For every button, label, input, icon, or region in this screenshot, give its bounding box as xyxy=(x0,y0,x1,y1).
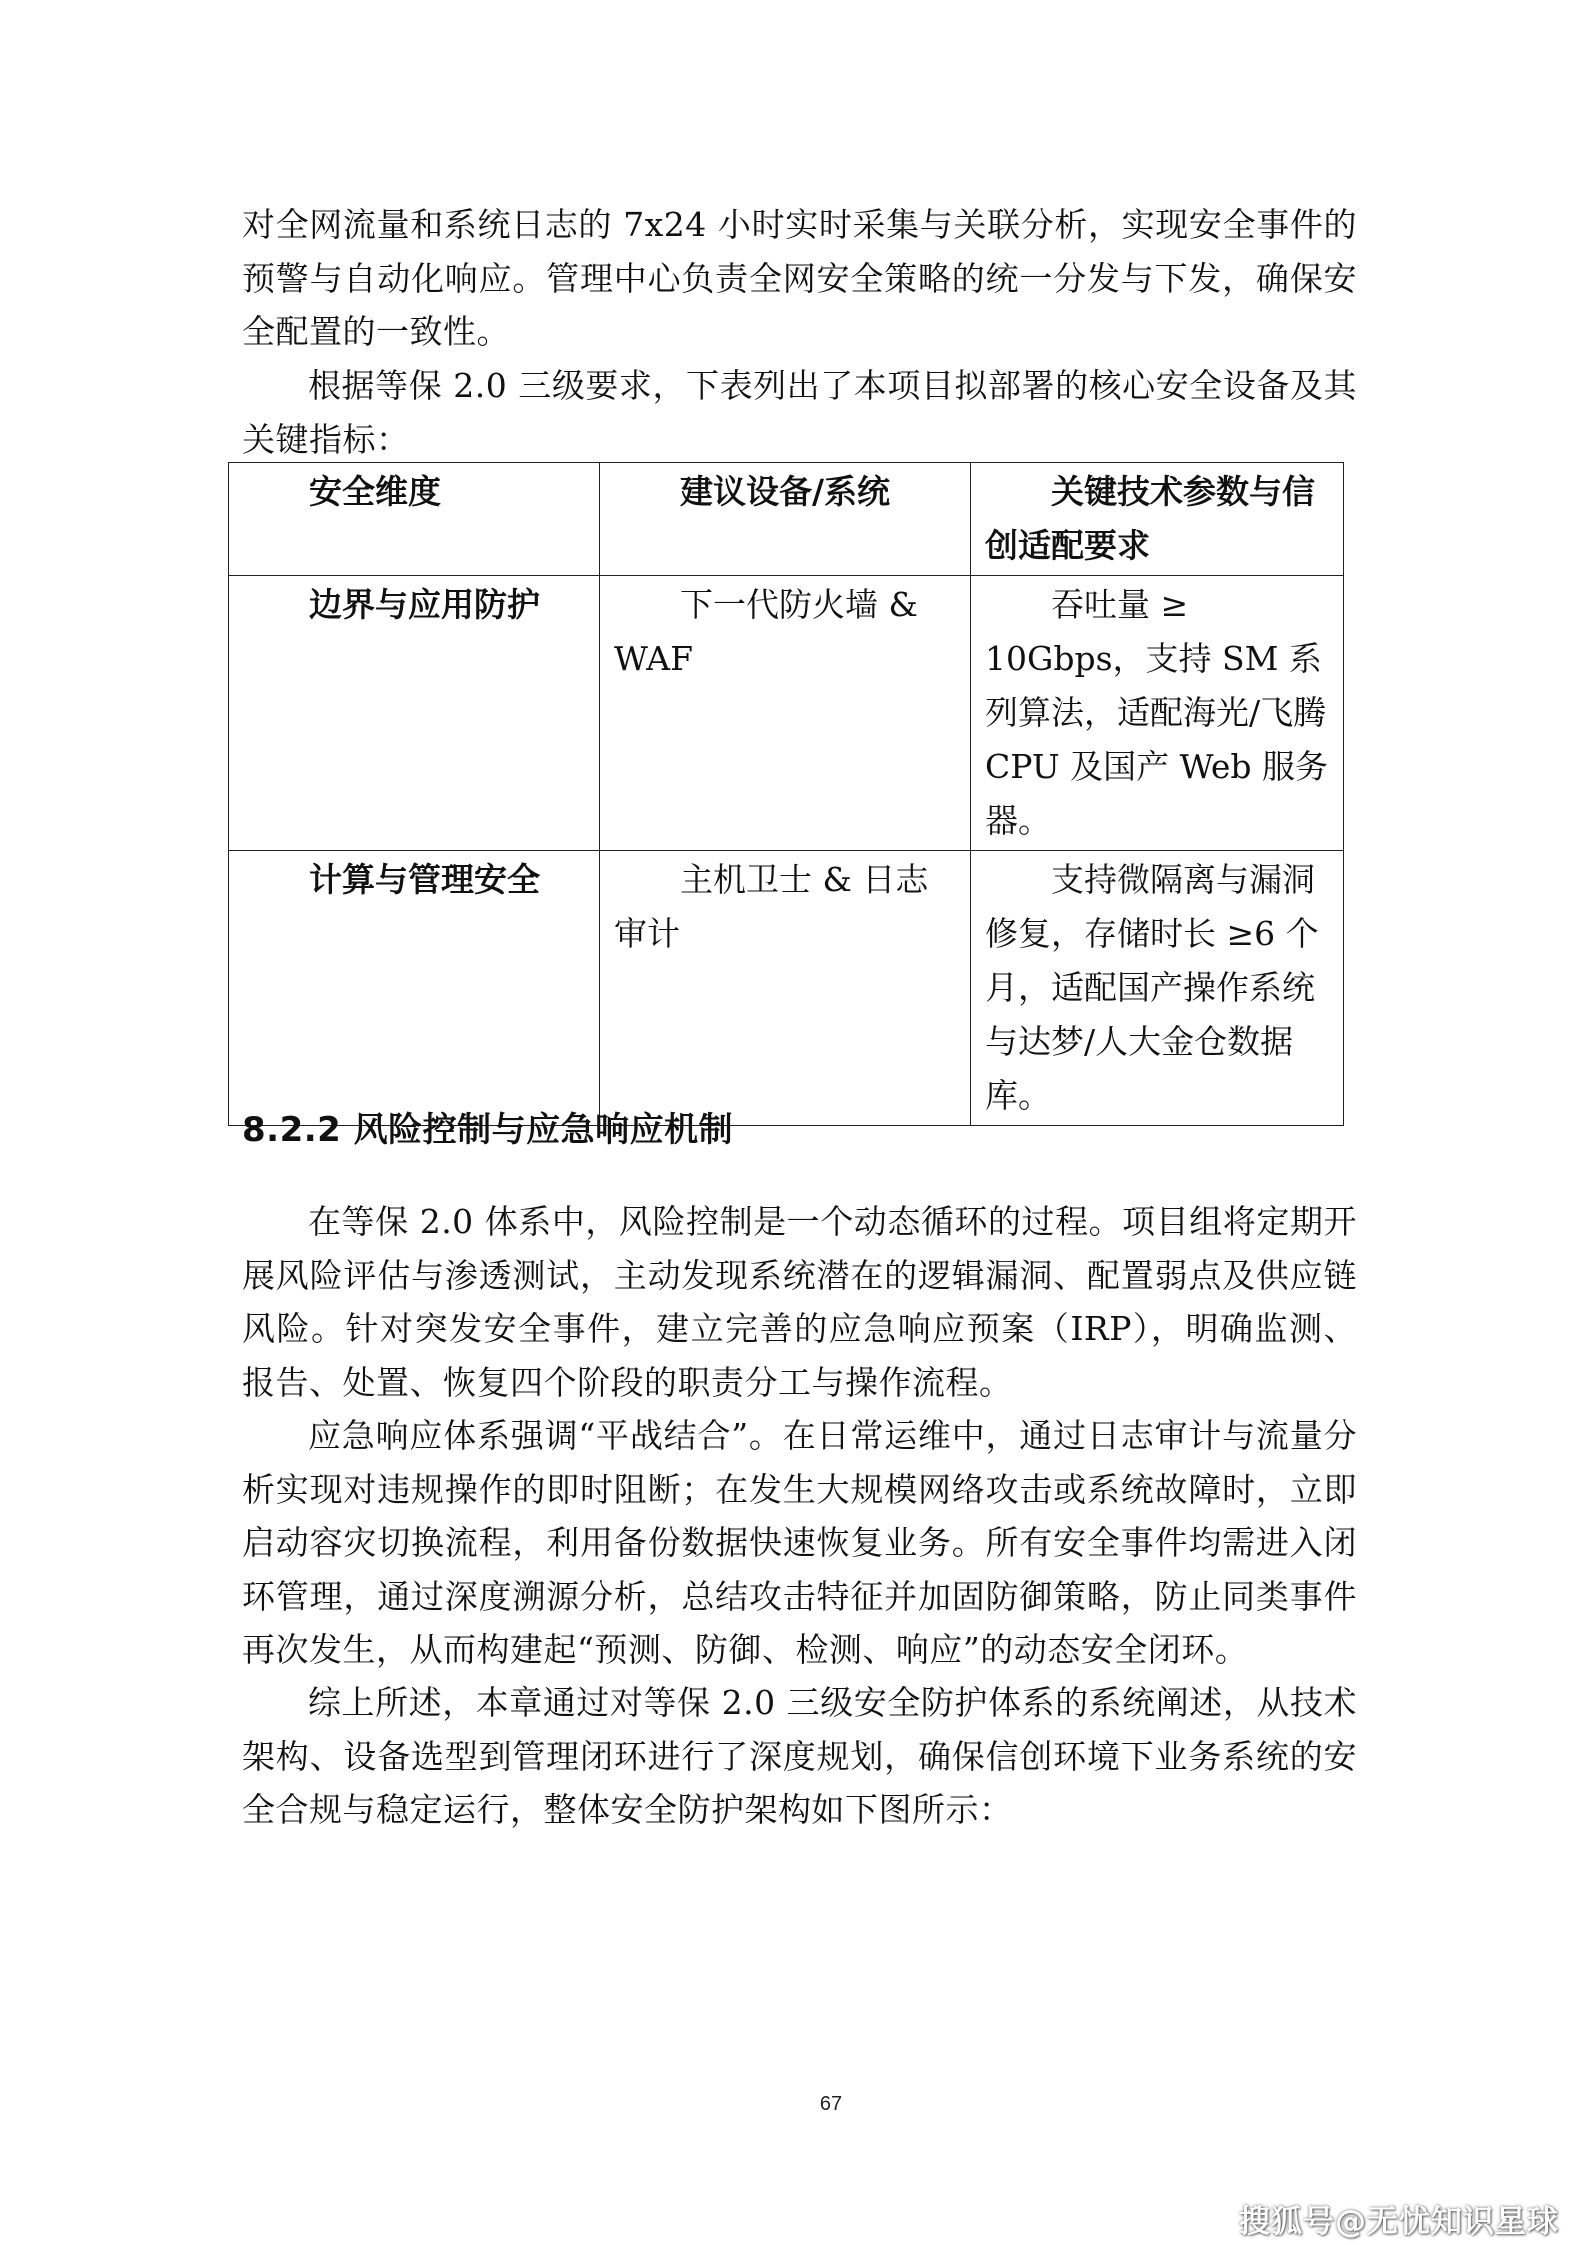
table-row xyxy=(229,851,1344,1126)
table-cell-params: 支持微隔离与漏洞修复，存储时长 ≥6 个月，适配国产操作系统与达梦/人大金仓数据库。 xyxy=(971,851,1344,1126)
table-row xyxy=(229,576,1344,851)
watermark: 搜狐号@无忧知识星球 xyxy=(1239,2204,1559,2240)
emergency-response-paragraph: 应急响应体系强调“平战结合”。在日常运维中，通过日志审计与流量分析实现对违规操作的即时阻断；在发生大规模网络攻击或系统故障时，立即启动容灾切换流程，利用备份数据快速恢复业务。所有安全事件均需进入闭环管理，通过深度溯源分析，总结攻击特征并加固防御策略，防止同类事件再次发生，从而构建起“预测、防御、检测、响应”的动态安全闭环。 xyxy=(242,1416,1357,1669)
table-header-row xyxy=(229,463,1344,576)
table-intro-paragraph: 根据等保 2.0 三级要求，下表列出了本项目拟部署的核心安全设备及其关键指标： xyxy=(242,366,1357,459)
table-header-dimension: 安全维度 xyxy=(229,463,600,576)
table-cell-device: 主机卫士 & 日志审计 xyxy=(600,851,971,1126)
intro-paragraph: 对全网流量和系统日志的 7x24 小时实时采集与关联分析，实现安全事件的预警与自动化响应。管理中心负责全网安全策略的统一分发与下发，确保安全配置的一致性。 xyxy=(242,205,1357,351)
table-header-device: 建议设备/系统 xyxy=(600,463,971,576)
risk-control-paragraph: 在等保 2.0 体系中，风险控制是一个动态循环的过程。项目组将定期开展风险评估与渗透测试，主动发现系统潜在的逻辑漏洞、配置弱点及供应链风险。针对突发安全事件，建立完善的应急响应预案（IRP），明确监测、报告、处置、恢复四个阶段的职责分工与操作流程。 xyxy=(242,1202,1357,1402)
table-cell-params: 吞吐量 ≥ 10Gbps，支持 SM 系列算法，适配海光/飞腾 CPU 及国产 Web 服务器。 xyxy=(971,576,1344,851)
summary-paragraph: 综上所述，本章通过对等保 2.0 三级安全防护体系的系统阐述，从技术架构、设备选型到管理闭环进行了深度规划，确保信创环境下业务系统的安全合规与稳定运行，整体安全防护架构如下图所示： xyxy=(242,1683,1357,1829)
section-heading: 8.2.2 风险控制与应急响应机制 xyxy=(242,1110,734,1150)
table-cell-dimension: 边界与应用防护 xyxy=(229,576,600,851)
security-equipment-table xyxy=(228,462,1344,1126)
page-number: 67 xyxy=(819,2093,843,2115)
table-cell-device: 下一代防火墙 & WAF xyxy=(600,576,971,851)
table-cell-dimension: 计算与管理安全 xyxy=(229,851,600,1126)
table-header-params: 关键技术参数与信创适配要求 xyxy=(971,463,1344,576)
